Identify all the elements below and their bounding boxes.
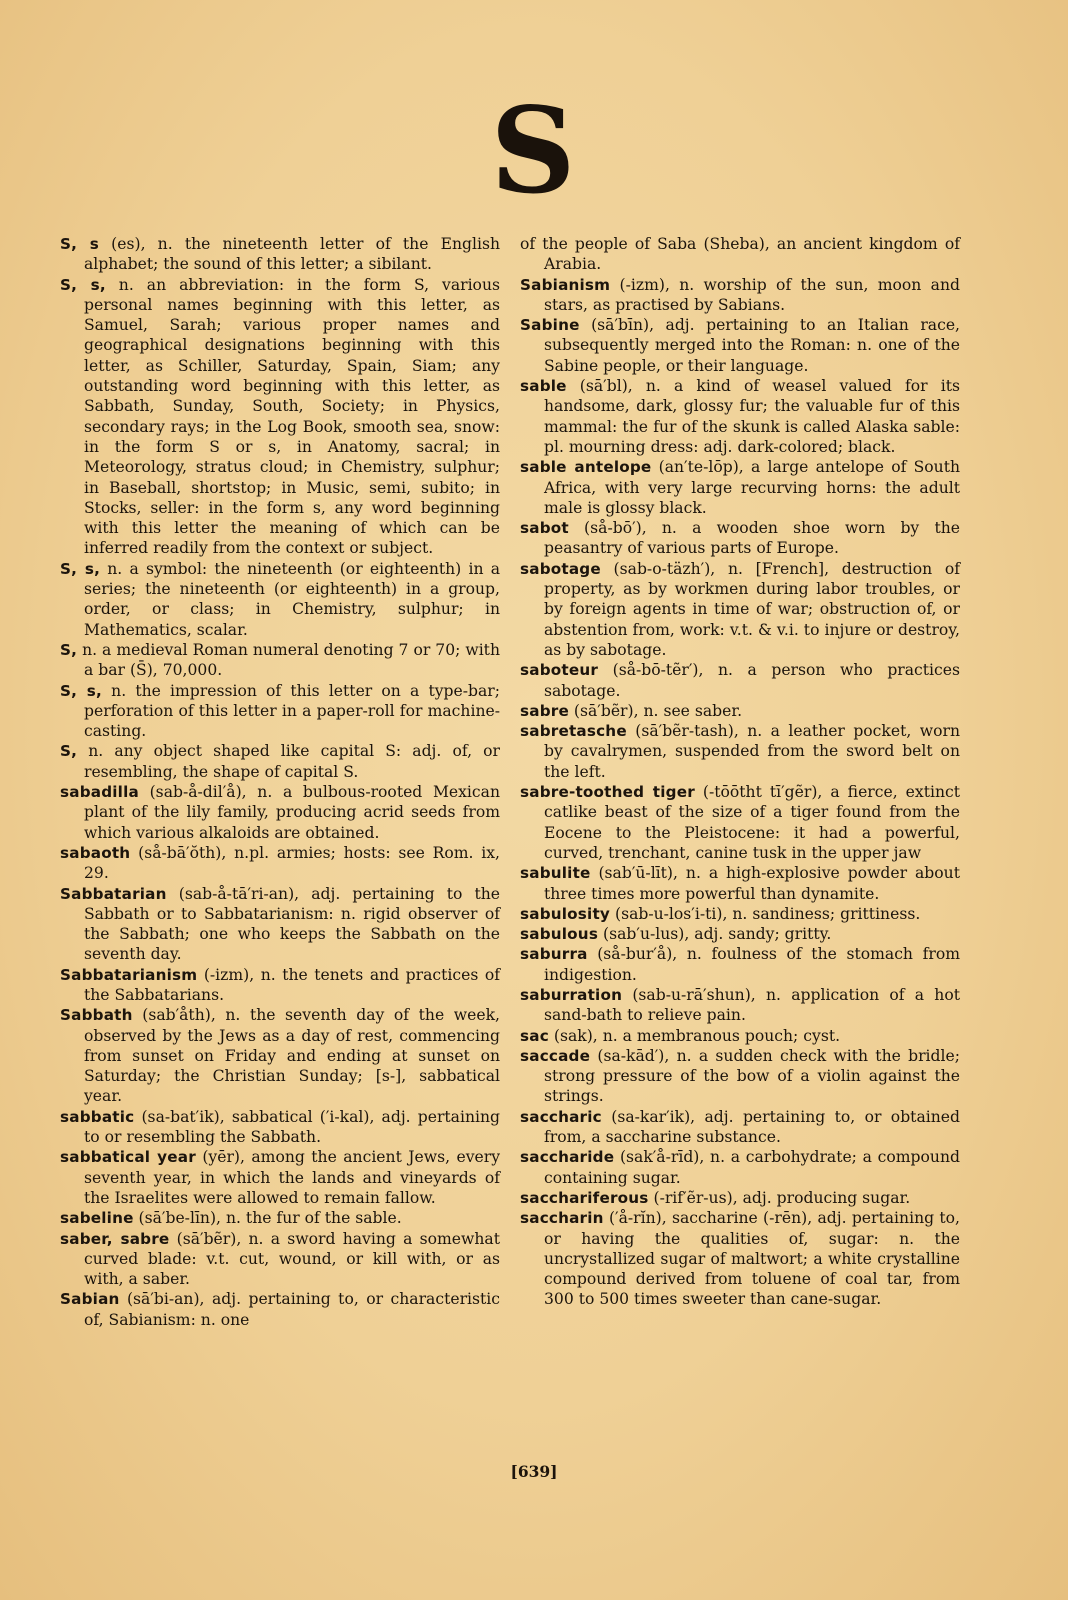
entry-headword: sabbatic [60, 1107, 135, 1126]
entry-headword: Sabian [60, 1290, 120, 1309]
dictionary-entry [520, 782, 960, 863]
dictionary-entry [520, 944, 960, 985]
dictionary-entry [60, 234, 500, 275]
dictionary-entry [520, 559, 960, 660]
entry-headword: saber, sabre [60, 1229, 170, 1248]
entry-definition: (sak′å-rīd), n. a carbohydrate; a compound containing sugar. [544, 1148, 960, 1187]
dictionary-entry [520, 1107, 960, 1148]
dictionary-entry [520, 376, 960, 457]
entry-definition: n. the impression of this letter on a type-bar; perforation of this letter in a paper-roll for machine-casting. [84, 681, 501, 741]
entry-definition: (sā′be-līn), n. the fur of the sable. [133, 1209, 402, 1228]
entry-definition: (så-bā′ŏth), n.pl. armies; hosts: see Rom. ix, 29. [84, 843, 500, 883]
dictionary-entry [520, 924, 960, 944]
dictionary-entry [520, 1026, 960, 1046]
entry-headword: Sabbatarianism [60, 965, 198, 984]
page-number: [639] [510, 1462, 558, 1481]
entry-headword: sabre [520, 701, 569, 720]
entry-headword: sabotage [520, 559, 601, 578]
entry-headword: S, [60, 742, 78, 761]
dictionary-entry [60, 681, 500, 742]
entry-headword: sabulite [520, 864, 591, 883]
entry-definition: (sā′bẽr), n. see saber. [568, 701, 743, 720]
entry-headword: sable antelope [520, 458, 652, 477]
entry-definition: n. a symbol: the nineteenth (or eighteenth) in a series; the nineteenth (or eighteenth) in a group, order, or class; in Chemistry, sulphur; in Mathematics, scalar. [84, 559, 500, 639]
entry-headword: sabeline [60, 1209, 134, 1228]
entry-definition: (sa-kād′), n. a sudden check with the bridle; strong pressure of the bow of a violin against the strings. [544, 1046, 960, 1106]
entry-headword: saboteur [520, 661, 599, 680]
entry-headword: S, s, [60, 559, 101, 578]
dictionary-entry [520, 457, 960, 518]
dictionary-entry [520, 660, 960, 701]
dictionary-entry [520, 1147, 960, 1188]
entry-headword: Sabbatarian [60, 884, 167, 903]
entry-definition: (sā′bẽr), n. a sword having a somewhat curved blade: v.t. cut, wound, or kill with, or as with, a saber. [84, 1229, 500, 1289]
entry-headword: Sabbath [60, 1006, 133, 1025]
entry-headword: S, s, [60, 275, 106, 294]
dictionary-entry [520, 518, 960, 559]
entry-definition: (yēr), among the ancient Jews, every seventh year, in which the lands and vineyards of the Israelites were allowed to remain fallow. [84, 1148, 500, 1207]
dictionary-entry [60, 782, 500, 843]
entry-headword: saccharic [520, 1107, 602, 1126]
dictionary-entry [60, 1107, 500, 1148]
left-column [60, 234, 500, 1484]
entry-headword: sable [520, 377, 567, 396]
entry-headword: S, s, [60, 681, 103, 700]
entry-headword: saccharide [520, 1148, 615, 1167]
dictionary-entry [520, 1188, 960, 1208]
dictionary-entry [520, 315, 960, 376]
entry-definition: (sak), n. a membranous pouch; cyst. [548, 1026, 841, 1045]
dictionary-entry [60, 559, 500, 640]
entry-definition: (-tōōtht tī′gẽr), a fierce, extinct catlike beast of the size of a tiger found from the Eocene to the Pleistocene: it had a powerful, curved, trenchant, canine tusk in the upper jaw [544, 783, 960, 862]
entry-definition: (sab-u-los′i-ti), n. sandiness; grittiness. [610, 904, 921, 923]
entry-definition: n. any object shaped like capital S: adj. of, or resembling, the shape of capital S. [77, 742, 500, 781]
entry-headword: Sabine [520, 316, 580, 335]
entry-definition: (es), n. the nineteenth letter of the English alphabet; the sound of this letter; a sibilant. [84, 235, 500, 274]
dictionary-entry [520, 275, 960, 316]
dictionary-entry [60, 1289, 500, 1330]
entry-definition: (sab-o-täzh′), n. [French], destruction of property, as by workmen during labor troubles, or by foreign agents in time of war; obstruction of, or abstention from, work: v.t. & v.i. to injure or destroy, as by sabotage. [544, 559, 960, 659]
dictionary-entry [520, 701, 960, 721]
entry-definition: (-rif′ẽr-us), adj. producing sugar. [648, 1188, 911, 1207]
entry-definition: (så-bō′), n. a wooden shoe worn by the peasantry of various parts of Europe. [544, 519, 960, 558]
dictionary-entry [60, 1208, 500, 1228]
entry-definition: (så-bō-tẽr′), n. a person who practices sabotage. [544, 661, 960, 700]
dictionary-entry [520, 1046, 960, 1107]
entry-definition: (-izm), n. worship of the sun, moon and stars, as practised by Sabians. [544, 275, 960, 314]
dictionary-entry [60, 275, 500, 559]
dictionary-entry [60, 965, 500, 1006]
entry-headword: sabulous [520, 925, 599, 944]
entry-headword: sabre-toothed tiger [520, 783, 695, 802]
entry-definition: (så-bur′å), n. foulness of the stomach from indigestion. [544, 945, 960, 984]
right-column [520, 234, 960, 1484]
dictionary-entry [520, 904, 960, 924]
entry-headword: S, [60, 640, 78, 659]
entry-columns [60, 234, 960, 1484]
entry-headword: sabadilla [60, 783, 139, 802]
entry-headword: S, s [60, 235, 100, 253]
entry-headword: sabbatical year [60, 1148, 196, 1167]
entry-definition: (sab′ū-līt), n. a high-explosive powder about three times more powerful than dynamite. [544, 864, 960, 903]
entry-headword: saccade [520, 1046, 591, 1065]
entry-definition: (sab-u-rā′shun), n. application of a hot sand-bath to relieve pain. [544, 985, 960, 1025]
dictionary-entry [520, 234, 960, 275]
dictionary-entry [60, 843, 500, 884]
entry-headword: saburration [520, 985, 623, 1004]
entry-headword: Sabianism [520, 275, 611, 294]
dictionary-entry [60, 1147, 500, 1208]
entry-definition: n. an abbreviation: in the form S, various personal names beginning with this letter, as Samuel, Sarah; various proper names and geographical designations beginning with this letter, as Schiller, Saturday, Spain, Siam; any outstanding word beginning with this letter, as Sabbath, Sunday, South, Society; in Physics, secondary rays; in the Log Book, smooth sea, snow: in the form S or s, in Anatomy, sacral; in Meteorology, stratus cloud; in Chemistry, sulphur; in Baseball, shortstop; in Music, semi, subito; in Stocks, seller: in the form s, any word beginning with this letter the meaning of which can be inferred readily from the context or subject. [84, 275, 500, 558]
entry-definition: (sab′u-lus), adj. sandy; gritty. [598, 925, 832, 944]
dictionary-entry [60, 1005, 500, 1106]
dictionary-entry [60, 1229, 500, 1290]
entry-headword: sac [520, 1026, 549, 1045]
dictionary-entry [60, 640, 500, 681]
entry-headword: sabot [520, 519, 569, 538]
dictionary-entry [520, 985, 960, 1026]
dictionary-entry [520, 863, 960, 904]
entry-definition: (sab-å-dil′å), n. a bulbous-rooted Mexican plant of the lily family, producing acrid seeds from which various alkaloids are obtained. [84, 783, 500, 842]
entry-definition: (sā′bi-an), adj. pertaining to, or characteristic of, Sabianism: n. one [84, 1290, 500, 1329]
entry-definition: (sab′åth), n. the seventh day of the week, observed by the Jews as a day of rest, commencing from sunset on Friday and ending at sunset on Saturday; the Christian Sunday; [s-], sabbatical year. [84, 1006, 500, 1106]
entry-definition: (sa-kar′ik), adj. pertaining to, or obtained from, a saccharine substance. [544, 1107, 960, 1147]
entry-definition: (sā′bīn), adj. pertaining to an Italian race, subsequently merged into the Roman: n. one of the Sabine people, or their language. [544, 316, 960, 375]
entry-definition: of the people of Saba (Sheba), an ancient kingdom of Arabia. [520, 235, 960, 274]
entry-headword: sabretasche [520, 722, 627, 741]
dictionary-entry [60, 741, 500, 782]
entry-headword: sabaoth [60, 843, 131, 862]
dictionary-entry [520, 721, 960, 782]
section-letter: S [490, 81, 578, 220]
entry-definition: (′å-rĭn), saccharine (-rēn), adj. pertaining to, or having the qualities of, sugar: n. the uncrystallized sugar of maltwort; a white crystalline compound derived from toluene of coal tar, from 300 to 500 times sweeter than cane-sugar. [544, 1209, 960, 1309]
entry-definition: (sa-bat′ik), sabbatical (′i-kal), adj. pertaining to or resembling the Sabbath. [84, 1107, 500, 1147]
dictionary-entry [60, 884, 500, 965]
entry-definition: (sā′bẽr-tash), n. a leather pocket, worn by cavalrymen, suspended from the sword belt on the left. [544, 722, 960, 781]
entry-headword: sacchariferous [520, 1188, 649, 1207]
entry-headword: saccharin [520, 1209, 604, 1228]
entry-definition: (sā′bl), n. a kind of weasel valued for its handsome, dark, glossy fur; the valuable fur of this mammal: the fur of the skunk is called Alaska sable: pl. mourning dress: adj. dark-colored; black. [544, 377, 960, 456]
entry-headword: sabulosity [520, 904, 611, 923]
dictionary-entry [520, 1208, 960, 1309]
entry-definition: (an′te-lōp), a large antelope of South Africa, with very large recurving horns: the adult male is glossy black. [544, 458, 961, 517]
entry-definition: (sab-å-tā′ri-an), adj. pertaining to the Sabbath or to Sabbatarianism: n. rigid observer of the Sabbath; one who keeps the Sabbath on the seventh day. [84, 884, 500, 964]
entry-definition: n. a medieval Roman numeral denoting 7 or 70; with a bar (S̄), 70,000. [77, 640, 500, 680]
entry-definition: (-izm), n. the tenets and practices of the Sabbatarians. [84, 965, 500, 1004]
entry-headword: saburra [520, 945, 588, 964]
